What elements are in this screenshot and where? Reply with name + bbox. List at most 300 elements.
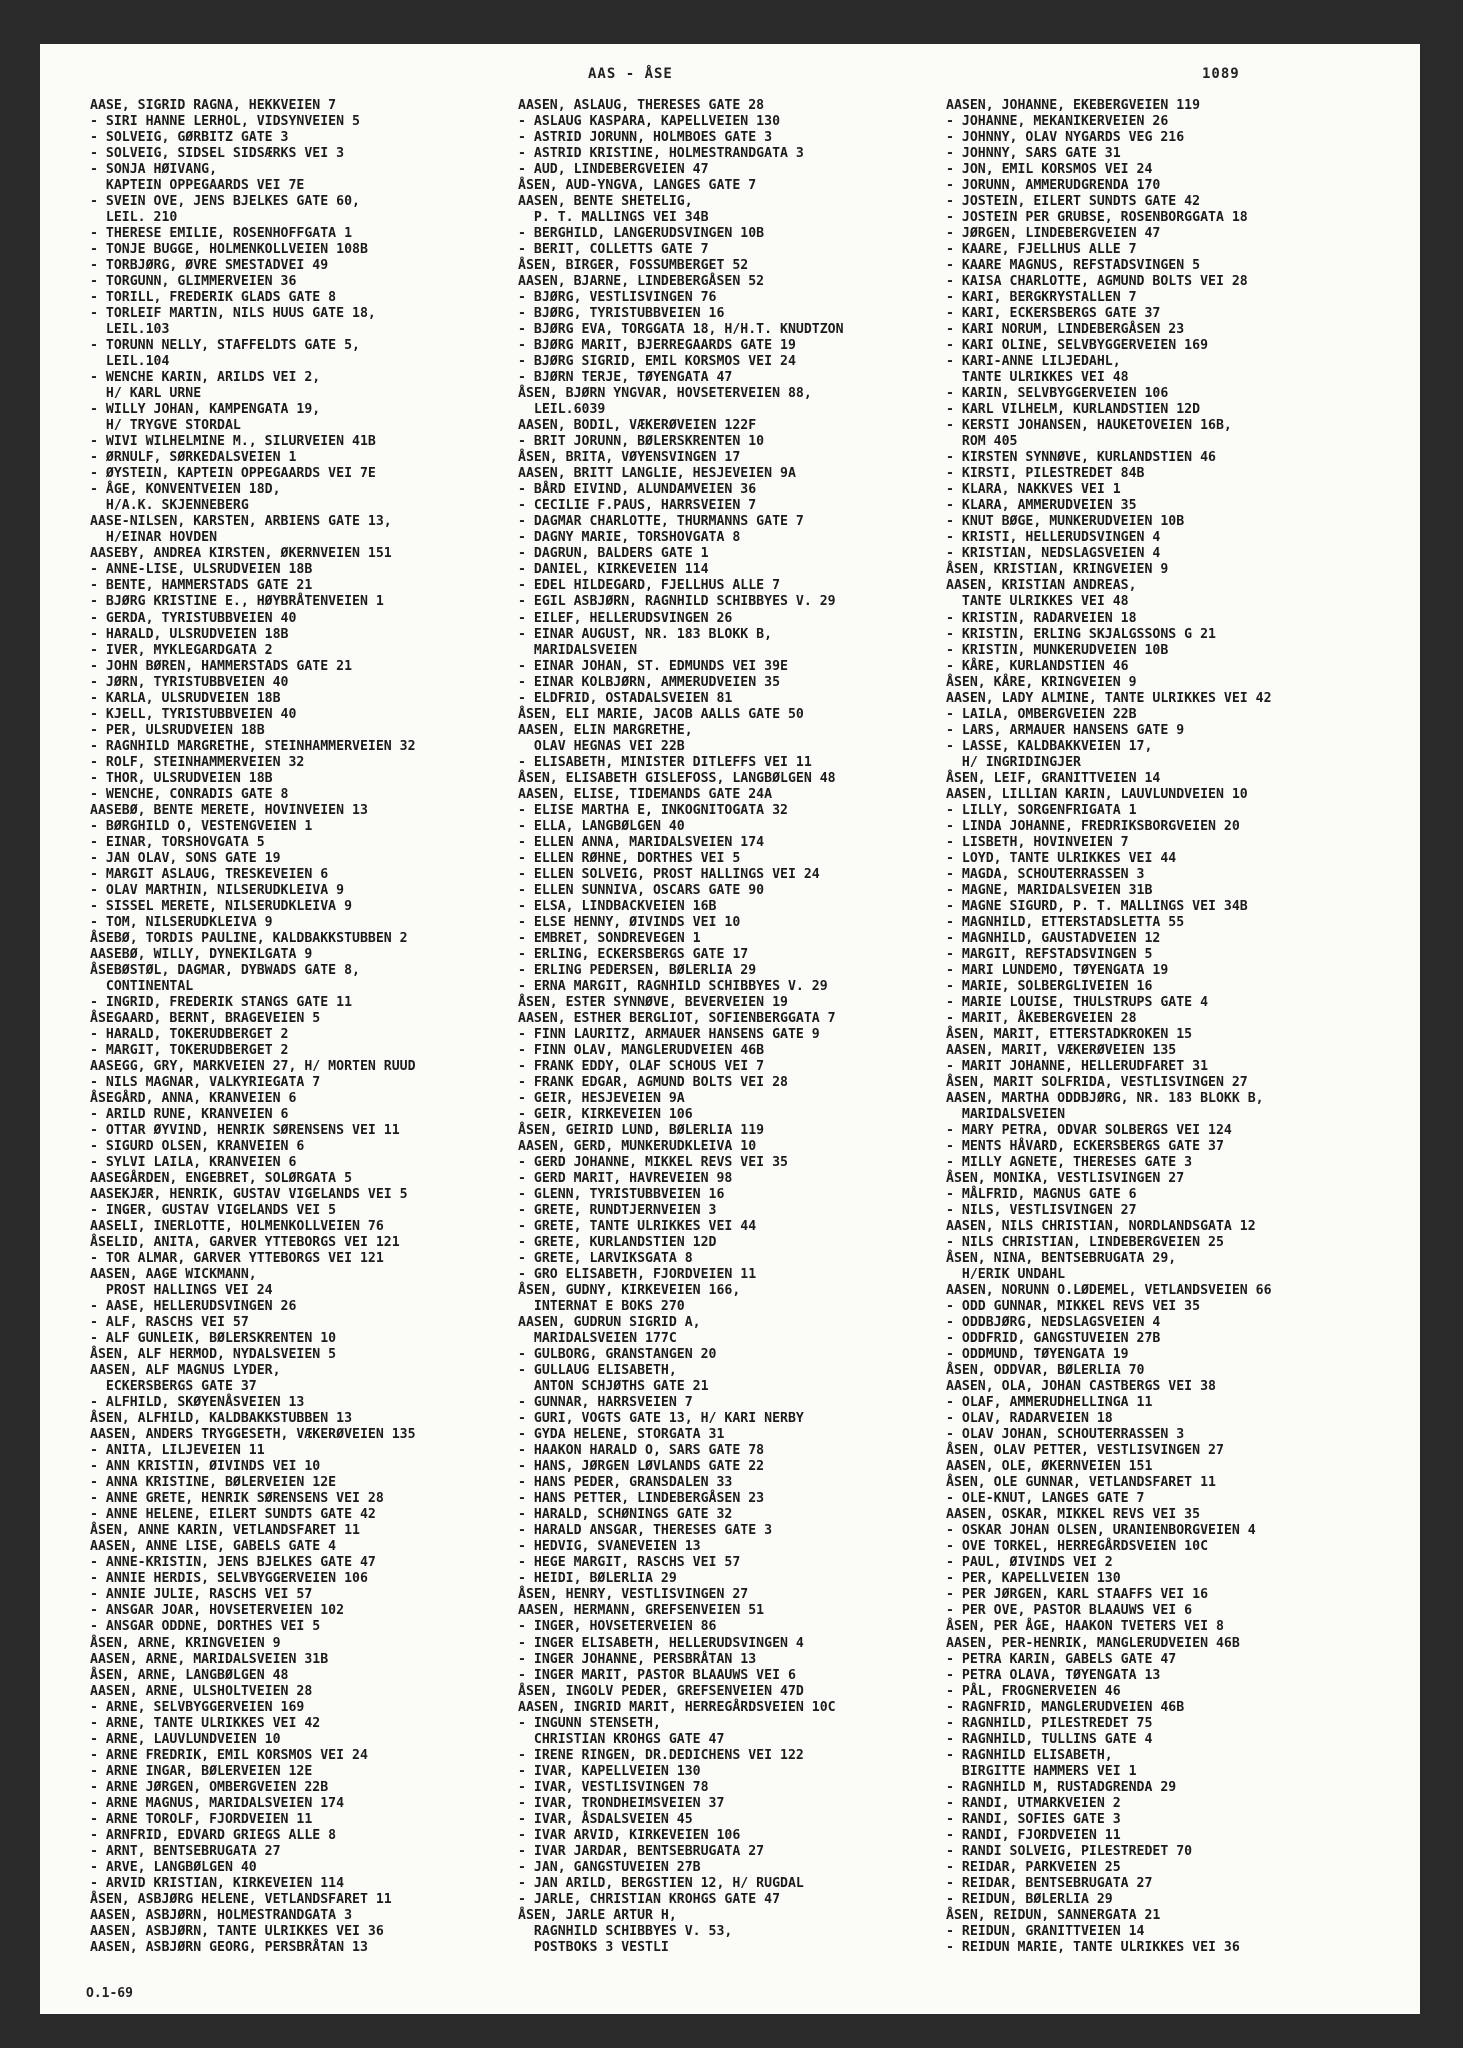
directory-entry-line: - IVER, MYKLEGARDGATA 2 xyxy=(90,642,273,658)
directory-entry-line: - ELLEN SOLVEIG, PROST HALLINGS VEI 24 xyxy=(518,866,820,882)
directory-entry-line: MARIDALSVEIEN xyxy=(518,642,638,658)
directory-entry-line: - ARVE, LANGBØLGEN 40 xyxy=(90,1859,257,1875)
directory-entry-line: - IRENE RINGEN, DR.DEDICHENS VEI 122 xyxy=(518,1747,804,1763)
column-right xyxy=(946,98,1406,1956)
directory-entry-line: - ASLAUG KASPARA, KAPELLVEIEN 130 xyxy=(518,114,781,130)
directory-entry-line: - DANIEL, KIRKEVEIEN 114 xyxy=(518,562,709,578)
directory-entry-line: - HEIDI, BØLERLIA 29 xyxy=(518,1571,677,1587)
page-number: 1089 xyxy=(1202,66,1240,82)
directory-entry-line: - AUD, LINDEBERGVEIEN 47 xyxy=(518,162,709,178)
directory-entry-line: ÅSEN, MONIKA, VESTLISVINGEN 27 xyxy=(946,1171,1185,1187)
directory-entry-line: AASEN, INGRID MARIT, HERREGÅRDSVEIEN 10C xyxy=(518,1699,836,1715)
directory-entry-line: AASE, SIGRID RAGNA, HEKKVEIEN 7 xyxy=(90,98,337,113)
directory-entry-line: - THOR, ULSRUDVEIEN 18B xyxy=(90,770,273,786)
directory-entry-line: INTERNAT E BOKS 270 xyxy=(518,1299,685,1315)
directory-entry-line: - MÅLFRID, MAGNUS GATE 6 xyxy=(946,1187,1137,1203)
directory-entry-line: - REIDAR, BENTSEBRUGATA 27 xyxy=(946,1875,1153,1891)
directory-entry-line: - ANSGAR ODDNE, DORTHES VEI 5 xyxy=(90,1619,321,1635)
directory-entry-line: - ODDMUND, TØYENGATA 19 xyxy=(946,1347,1129,1363)
directory-entry-line: AASEN, ANNE LISE, GABELS GATE 4 xyxy=(90,1539,337,1555)
directory-entry-line: - ARNFRID, EDVARD GRIEGS ALLE 8 xyxy=(90,1827,337,1843)
directory-entry-line: ÅSELID, ANITA, GARVER YTTEBORGS VEI 121 xyxy=(90,1235,400,1251)
directory-entry-line: AASEBØ, WILLY, DYNEKILGATA 9 xyxy=(90,946,313,962)
directory-entry-line: RAGNHILD SCHIBBYES V. 53, xyxy=(518,1923,733,1939)
directory-entry-line: P. T. MALLINGS VEI 34B xyxy=(518,210,709,226)
directory-entry-line: - KAARE MAGNUS, REFSTADSVINGEN 5 xyxy=(946,258,1201,274)
directory-entry-line: - KJELL, TYRISTUBBVEIEN 40 xyxy=(90,706,297,722)
directory-entry-line: AASEN, ASBJØRN GEORG, PERSBRÅTAN 13 xyxy=(90,1939,368,1955)
directory-entry-line: ÅSEN, BRITA, VØYENSVINGEN 17 xyxy=(518,450,741,466)
directory-entry-line: - EMBRET, SONDREVEGEN 1 xyxy=(518,930,701,946)
directory-entry-line: - TORLEIF MARTIN, NILS HUUS GATE 18, xyxy=(90,306,376,322)
directory-entry-line: - ØYSTEIN, KAPTEIN OPPEGAARDS VEI 7E xyxy=(90,466,376,482)
directory-entry-line: ÅSEN, MARIT SOLFRIDA, VESTLISVINGEN 27 xyxy=(946,1074,1248,1090)
directory-entry-line: - FINN OLAV, MANGLERUDVEIEN 46B xyxy=(518,1042,765,1058)
directory-entry-line: - RAGNHILD ELISABETH, xyxy=(946,1747,1113,1763)
directory-entry-line: - HAAKON HARALD O, SARS GATE 78 xyxy=(518,1443,765,1459)
directory-entry-line: - ELLA, LANGBØLGEN 40 xyxy=(518,818,685,834)
directory-entry-line: - JOSTEIN, EILERT SUNDTS GATE 42 xyxy=(946,194,1201,210)
directory-entry-line: - ERNA MARGIT, RAGNHILD SCHIBBYES V. 29 xyxy=(518,978,828,994)
directory-entry-line: - PER, KAPELLVEIEN 130 xyxy=(946,1571,1121,1587)
directory-entry-line: - IVAR, TRONDHEIMSVEIEN 37 xyxy=(518,1795,725,1811)
directory-entry-line: - RANDI, FJORDVEIEN 11 xyxy=(946,1827,1121,1843)
directory-entry-line: - LAILA, OMBERGVEIEN 22B xyxy=(946,706,1137,722)
directory-entry-line: - ALF, RASCHS VEI 57 xyxy=(90,1315,249,1331)
directory-entry-line: AASEN, HERMANN, GREFSENVEIEN 51 xyxy=(518,1603,765,1619)
directory-entry-line: - EINAR KOLBJØRN, AMMERUDVEIEN 35 xyxy=(518,674,781,690)
directory-entry-line: - JØRGEN, LINDEBERGVEIEN 47 xyxy=(946,226,1161,242)
directory-entry-line: - BJØRG KRISTINE E., HØYBRÅTENVEIEN 1 xyxy=(90,594,384,610)
directory-entry-line: H/A.K. SKJENNEBERG xyxy=(90,498,249,514)
directory-entry-line: - KRISTI, HELLERUDSVINGEN 4 xyxy=(946,530,1161,546)
directory-entry-line: LEIL.103 xyxy=(90,322,170,338)
directory-entry-line: - MAGNHILD, ETTERSTADSLETTA 55 xyxy=(946,914,1185,930)
directory-entry-line: - INGER MARIT, PASTOR BLAAUWS VEI 6 xyxy=(518,1667,796,1683)
directory-entry-line: - OLAV MARTHIN, NILSERUDKLEIVA 9 xyxy=(90,882,345,898)
footer-code: O.1-69 xyxy=(86,1986,133,2001)
directory-entry-line: - PAUL, ØIVINDS VEI 2 xyxy=(946,1555,1113,1571)
directory-entry-line: ÅSEN, ELI MARIE, JACOB AALLS GATE 50 xyxy=(518,706,804,722)
directory-entry-line: - SIGURD OLSEN, KRANVEIEN 6 xyxy=(90,1139,305,1155)
directory-entry-line: - INGER, HOVSETERVEIEN 86 xyxy=(518,1619,717,1635)
directory-entry-line: - WENCHE, CONRADIS GATE 8 xyxy=(90,786,289,802)
directory-entry-line: - KARL VILHELM, KURLANDSTIEN 12D xyxy=(946,402,1201,418)
directory-entry-line: AASEN, ASBJØRN, TANTE ULRIKKES VEI 36 xyxy=(90,1923,384,1939)
directory-entry-line: - INGUNN STENSETH, xyxy=(518,1715,661,1731)
directory-entry-line: ÅSEN, REIDUN, SANNERGATA 21 xyxy=(946,1907,1161,1923)
directory-entry-line: - ARNE, LAUVLUNDVEIEN 10 xyxy=(90,1731,281,1747)
directory-entry-line: - ALF GUNLEIK, BØLERSKRENTEN 10 xyxy=(90,1331,337,1347)
directory-entry-line: - REIDUN MARIE, TANTE ULRIKKES VEI 36 xyxy=(946,1939,1240,1955)
directory-entry-line: AASEN, BODIL, VÆKERØVEIEN 122F xyxy=(518,418,757,434)
directory-entry-line: ÅSEN, BIRGER, FOSSUMBERGET 52 xyxy=(518,258,749,274)
directory-entry-line: ÅSEN, GUDNY, KIRKEVEIEN 166, xyxy=(518,1283,741,1299)
directory-entry-line: - TOM, NILSERUDKLEIVA 9 xyxy=(90,914,273,930)
directory-entry-line: - JAN ARILD, BERGSTIEN 12, H/ RUGDAL xyxy=(518,1875,804,1891)
directory-entry-line: - PER, ULSRUDVEIEN 18B xyxy=(90,722,265,738)
directory-entry-line: - KNUT BØGE, MUNKERUDVEIEN 10B xyxy=(946,514,1185,530)
directory-entry-line: - SYLVI LAILA, KRANVEIEN 6 xyxy=(90,1155,297,1171)
directory-entry-line: - GEIR, HESJEVEIEN 9A xyxy=(518,1090,685,1106)
directory-entry-line: - MARI LUNDEMO, TØYENGATA 19 xyxy=(946,962,1169,978)
directory-entry-line: - HARALD, SCHØNINGS GATE 32 xyxy=(518,1507,733,1523)
directory-entry-line: ÅSEN, BJØRN YNGVAR, HOVSETERVEIEN 88, xyxy=(518,386,812,402)
directory-entry-line: - WENCHE KARIN, ARILDS VEI 2, xyxy=(90,370,321,386)
directory-entry-line: - MAGDA, SCHOUTERRASSEN 3 xyxy=(946,866,1145,882)
directory-entry-line: AASEN, GUDRUN SIGRID A, xyxy=(518,1315,701,1331)
directory-entry-line: - PER OVE, PASTOR BLAAUWS VEI 6 xyxy=(946,1603,1193,1619)
directory-entry-line: LEIL. 210 xyxy=(90,210,178,226)
directory-entry-line: - ROLF, STEINHAMMERVEIEN 32 xyxy=(90,754,305,770)
column-middle xyxy=(518,98,950,1956)
directory-entry-line: - JOHNNY, SARS GATE 31 xyxy=(946,146,1121,162)
directory-entry-line: KAPTEIN OPPEGAARDS VEI 7E xyxy=(90,178,305,194)
directory-entry-line: - ØRNULF, SØRKEDALSVEIEN 1 xyxy=(90,450,297,466)
directory-entry-line: - ANNIE HERDIS, SELVBYGGERVEIEN 106 xyxy=(90,1571,368,1587)
directory-entry-line: - JARLE, CHRISTIAN KROHGS GATE 47 xyxy=(518,1891,781,1907)
directory-entry-line: - RAGNHILD M, RUSTADGRENDA 29 xyxy=(946,1779,1177,1795)
directory-entry-line: - ARILD RUNE, KRANVEIEN 6 xyxy=(90,1106,289,1122)
directory-entry-line: - ARNE, TANTE ULRIKKES VEI 42 xyxy=(90,1715,321,1731)
directory-entry-line: - JOSTEIN PER GRUBSE, ROSENBORGGATA 18 xyxy=(946,210,1248,226)
directory-entry-line: - JAN OLAV, SONS GATE 19 xyxy=(90,850,281,866)
directory-entry-line: - ELLEN RØHNE, DORTHES VEI 5 xyxy=(518,850,741,866)
directory-entry-line: - ÅGE, KONVENTVEIEN 18D, xyxy=(90,482,281,498)
directory-entry-line: - MARGIT, REFSTADSVINGEN 5 xyxy=(946,946,1153,962)
directory-entry-line: - BJØRG MARIT, BJERREGAARDS GATE 19 xyxy=(518,338,796,354)
directory-entry-line: - OLAV, RADARVEIEN 18 xyxy=(946,1411,1113,1427)
directory-entry-line: H/EINAR HOVDEN xyxy=(90,530,218,546)
directory-entry-line: AASEN, KRISTIAN ANDREAS, xyxy=(946,578,1137,594)
directory-entry-line: - REIDUN, GRANITTVEIEN 14 xyxy=(946,1923,1145,1939)
directory-entry-line: - EINAR JOHAN, ST. EDMUNDS VEI 39E xyxy=(518,658,788,674)
directory-entry-line: - CECILIE F.PAUS, HARRSVEIEN 7 xyxy=(518,498,757,514)
directory-entry-line: - MENTS HÅVARD, ECKERSBERGS GATE 37 xyxy=(946,1139,1224,1155)
directory-entry-line: - EILEF, HELLERUDSVINGEN 26 xyxy=(518,610,733,626)
directory-entry-line: - IVAR ARVID, KIRKEVEIEN 106 xyxy=(518,1827,741,1843)
directory-entry-line: ÅSEN, HENRY, VESTLISVINGEN 27 xyxy=(518,1587,749,1603)
directory-entry-line: - JON, EMIL KORSMOS VEI 24 xyxy=(946,162,1153,178)
directory-entry-line: - KRISTIN, RADARVEIEN 18 xyxy=(946,610,1137,626)
directory-entry-line: AASEGÅRDEN, ENGEBRET, SOLØRGATA 5 xyxy=(90,1171,353,1187)
directory-entry-line: AASEN, BJARNE, LINDEBERGÅSEN 52 xyxy=(518,274,765,290)
directory-entry-line: - HANS, JØRGEN LØVLANDS GATE 22 xyxy=(518,1459,765,1475)
directory-entry-line: ECKERSBERGS GATE 37 xyxy=(90,1379,257,1395)
directory-entry-line: - GERDA, TYRISTUBBVEIEN 40 xyxy=(90,610,297,626)
directory-entry-line: ÅSEGÅRD, ANNA, KRANVEIEN 6 xyxy=(90,1090,297,1106)
directory-entry-line: ÅSEN, ESTER SYNNØVE, BEVERVEIEN 19 xyxy=(518,994,788,1010)
directory-entry-line: - KRISTIN, ERLING SKJALGSSONS G 21 xyxy=(946,626,1216,642)
directory-entry-line: - RAGNHILD, PILESTREDET 75 xyxy=(946,1715,1153,1731)
directory-entry-line: - JOHN BØREN, HAMMERSTADS GATE 21 xyxy=(90,658,353,674)
directory-entry-line: - KAISA CHARLOTTE, AGMUND BOLTS VEI 28 xyxy=(946,274,1248,290)
directory-entry-line: AASEN, NILS CHRISTIAN, NORDLANDSGATA 12 xyxy=(946,1219,1256,1235)
directory-entry-line: - LASSE, KALDBAKKVEIEN 17, xyxy=(946,738,1153,754)
directory-entry-line: - MAGNE, MARIDALSVEIEN 31B xyxy=(946,882,1153,898)
directory-entry-line: - MARIT JOHANNE, HELLERUDFARET 31 xyxy=(946,1058,1209,1074)
directory-entry-line: - MARIE LOUISE, THULSTRUPS GATE 4 xyxy=(946,994,1209,1010)
directory-entry-line: - ELSE HENNY, ØIVINDS VEI 10 xyxy=(518,914,741,930)
directory-entry-line: - REIDUN, BØLERLIA 29 xyxy=(946,1891,1113,1907)
directory-entry-line: - GEIR, KIRKEVEIEN 106 xyxy=(518,1106,693,1122)
directory-entry-line: - LILLY, SORGENFRIGATA 1 xyxy=(946,802,1137,818)
directory-entry-line: AASEN, ARNE, ULSHOLTVEIEN 28 xyxy=(90,1683,313,1699)
directory-entry-line: H/ TRYGVE STORDAL xyxy=(90,418,241,434)
directory-entry-line: - ELDFRID, OSTADALSVEIEN 81 xyxy=(518,690,733,706)
directory-entry-line: - BJØRG EVA, TORGGATA 18, H/H.T. KNUDTZON xyxy=(518,322,844,338)
directory-entry-line: - BJØRG, VESTLISVINGEN 76 xyxy=(518,290,717,306)
directory-entry-line: ÅSEN, ANNE KARIN, VETLANDSFARET 11 xyxy=(90,1523,360,1539)
directory-entry-line: TANTE ULRIKKES VEI 48 xyxy=(946,370,1129,386)
directory-entry-line: - NILS MAGNAR, VALKYRIEGATA 7 xyxy=(90,1074,321,1090)
directory-entry-line: ÅSEN, OLE GUNNAR, VETLANDSFARET 11 xyxy=(946,1475,1216,1491)
directory-entry-line: - TORUNN NELLY, STAFFELDTS GATE 5, xyxy=(90,338,360,354)
directory-entry-line: - IVAR, ÅSDALSVEIEN 45 xyxy=(518,1811,693,1827)
directory-entry-line: - RAGNHILD, TULLINS GATE 4 xyxy=(946,1731,1153,1747)
directory-entry-line: AASEN, ASBJØRN, HOLMESTRANDGATA 3 xyxy=(90,1907,353,1923)
directory-entry-line: - KERSTI JOHANSEN, HAUKETOVEIEN 16B, xyxy=(946,418,1232,434)
directory-entry-line: - PÅL, FROGNERVEIEN 46 xyxy=(946,1683,1121,1699)
directory-entry-line: - OLAV JOHAN, SCHOUTERRASSEN 3 xyxy=(946,1427,1185,1443)
directory-entry-line: - GERD JOHANNE, MIKKEL REVS VEI 35 xyxy=(518,1155,788,1171)
directory-entry-line: - KAARE, FJELLHUS ALLE 7 xyxy=(946,242,1137,258)
directory-entry-line: - TORBJØRG, ØVRE SMESTADVEI 49 xyxy=(90,258,329,274)
directory-entry-line: MARIDALSVEIEN 177C xyxy=(518,1331,677,1347)
directory-entry-line: ÅSEN, LEIF, GRANITTVEIEN 14 xyxy=(946,770,1161,786)
column-left xyxy=(90,98,522,1956)
directory-entry-line: - ANITA, LILJEVEIEN 11 xyxy=(90,1443,265,1459)
directory-entry-line: - NILS CHRISTIAN, LINDEBERGVEIEN 25 xyxy=(946,1235,1224,1251)
directory-entry-line: - RANDI SOLVEIG, PILESTREDET 70 xyxy=(946,1843,1193,1859)
directory-entry-line: - ALFHILD, SKØYENÅSVEIEN 13 xyxy=(90,1395,305,1411)
directory-entry-line: - ARNE, SELVBYGGERVEIEN 169 xyxy=(90,1699,305,1715)
directory-entry-line: - PETRA KARIN, GABELS GATE 47 xyxy=(946,1651,1177,1667)
directory-entry-line: ÅSEBØSTØL, DAGMAR, DYBWADS GATE 8, xyxy=(90,962,360,978)
directory-entry-line: ÅSEN, ARNE, LANGBØLGEN 48 xyxy=(90,1667,289,1683)
directory-entry-line: - DAGNY MARIE, TORSHOVGATA 8 xyxy=(518,530,741,546)
directory-entry-line: - TORILL, FREDERIK GLADS GATE 8 xyxy=(90,290,337,306)
directory-entry-line: - ASTRID KRISTINE, HOLMESTRANDGATA 3 xyxy=(518,146,804,162)
directory-entry-line: - GERD MARIT, HAVREVEIEN 98 xyxy=(518,1171,733,1187)
directory-entry-line: - BERIT, COLLETTS GATE 7 xyxy=(518,242,709,258)
directory-entry-line: - SISSEL MERETE, NILSERUDKLEIVA 9 xyxy=(90,898,353,914)
directory-entry-line: - KARI-ANNE LILJEDAHL, xyxy=(946,354,1121,370)
directory-entry-line: - DAGMAR CHARLOTTE, THURMANNS GATE 7 xyxy=(518,514,804,530)
directory-entry-line: - ARNE FREDRIK, EMIL KORSMOS VEI 24 xyxy=(90,1747,368,1763)
directory-entry-line: - OTTAR ØYVIND, HENRIK SØRENSENS VEI 11 xyxy=(90,1123,400,1138)
directory-entry-line: - RANDI, SOFIES GATE 3 xyxy=(946,1811,1121,1827)
directory-entry-line: - ELLEN SUNNIVA, OSCARS GATE 90 xyxy=(518,882,765,898)
directory-entry-line: AASEN, OLA, JOHAN CASTBERGS VEI 38 xyxy=(946,1379,1216,1395)
directory-entry-line: ÅSEN, ALF HERMOD, NYDALSVEIEN 5 xyxy=(90,1347,337,1363)
directory-entry-line: LEIL.104 xyxy=(90,354,170,370)
directory-entry-line: - ANNE-KRISTIN, JENS BJELKES GATE 47 xyxy=(90,1555,376,1571)
directory-entry-line: - EDEL HILDEGARD, FJELLHUS ALLE 7 xyxy=(518,578,781,594)
directory-entry-line: - ELISE MARTHA E, INKOGNITOGATA 32 xyxy=(518,802,788,818)
directory-entry-line: - JOHANNE, MEKANIKERVEIEN 26 xyxy=(946,114,1169,130)
directory-entry-line: - TOR ALMAR, GARVER YTTEBORGS VEI 121 xyxy=(90,1251,384,1267)
directory-entry-line: - ERLING PEDERSEN, BØLERLIA 29 xyxy=(518,962,757,978)
directory-entry-line: ANTON SCHJØTHS GATE 21 xyxy=(518,1379,709,1395)
directory-entry-line: - FRANK EDDY, OLAF SCHOUS VEI 7 xyxy=(518,1058,765,1074)
directory-entry-line: AASEN, JOHANNE, EKEBERGVEIEN 119 xyxy=(946,98,1201,113)
directory-entry-line: - OVE TORKEL, HERREGÅRDSVEIEN 10C xyxy=(946,1539,1209,1555)
directory-entry-line: CONTINENTAL xyxy=(90,978,194,994)
directory-entry-line: AASEKJÆR, HENRIK, GUSTAV VIGELANDS VEI 5 xyxy=(90,1187,408,1203)
directory-entry-line: - BENTE, HAMMERSTADS GATE 21 xyxy=(90,578,313,594)
directory-entry-line: - ANN KRISTIN, ØIVINDS VEI 10 xyxy=(90,1459,321,1475)
directory-entry-line: - ELISABETH, MINISTER DITLEFFS VEI 11 xyxy=(518,754,812,770)
directory-entry-line: - HEDVIG, SVANEVEIEN 13 xyxy=(518,1539,701,1555)
directory-entry-line: - KIRSTEN SYNNØVE, KURLANDSTIEN 46 xyxy=(946,450,1216,466)
directory-entry-line: - MARGIT, TOKERUDBERGET 2 xyxy=(90,1042,289,1058)
directory-entry-line: - IVAR, VESTLISVINGEN 78 xyxy=(518,1779,709,1795)
directory-entry-line: - GRETE, TANTE ULRIKKES VEI 44 xyxy=(518,1219,757,1235)
directory-entry-line: - NILS, VESTLISVINGEN 27 xyxy=(946,1203,1137,1219)
directory-entry-line: ÅSEN, NINA, BENTSEBRUGATA 29, xyxy=(946,1251,1177,1267)
directory-entry-line: - GRETE, KURLANDSTIEN 12D xyxy=(518,1235,717,1251)
directory-entry-line: - GYDA HELENE, STORGATA 31 xyxy=(518,1427,725,1443)
directory-entry-line: AASEN, ESTHER BERGLIOT, SOFIENBERGGATA 7 xyxy=(518,1010,836,1026)
directory-entry-line: ÅSEN, ALFHILD, KALDBAKKSTUBBEN 13 xyxy=(90,1411,353,1427)
directory-entry-line: - HANS PETTER, LINDEBERGÅSEN 23 xyxy=(518,1491,765,1507)
directory-entry-line: ÅSEN, GEIRID LUND, BØLERLIA 119 xyxy=(518,1123,765,1138)
directory-entry-line: - LARS, ARMAUER HANSENS GATE 9 xyxy=(946,722,1185,738)
directory-entry-line: - HANS PEDER, GRANSDALEN 33 xyxy=(518,1475,733,1491)
directory-entry-line: OLAV HEGNAS VEI 22B xyxy=(518,738,685,754)
directory-entry-line: - EGIL ASBJØRN, RAGNHILD SCHIBBYES V. 29 xyxy=(518,594,836,610)
directory-entry-line: PROST HALLINGS VEI 24 xyxy=(90,1283,273,1299)
directory-entry-line: - PETRA OLAVA, TØYENGATA 13 xyxy=(946,1667,1161,1683)
directory-entry-line: - OSKAR JOHAN OLSEN, URANIENBORGVEIEN 4 xyxy=(946,1523,1256,1539)
directory-entry-line: - ASTRID JORUNN, HOLMBOES GATE 3 xyxy=(518,130,773,146)
directory-entry-line: - HARALD, ULSRUDVEIEN 18B xyxy=(90,626,289,642)
directory-entry-line: BIRGITTE HAMMERS VEI 1 xyxy=(946,1763,1137,1779)
directory-entry-line: - INGER, GUSTAV VIGELANDS VEI 5 xyxy=(90,1203,337,1219)
directory-entry-line: - GRETE, RUNDTJERNVEIEN 3 xyxy=(518,1203,717,1219)
directory-entry-line: - IVAR, KAPELLVEIEN 130 xyxy=(518,1763,701,1779)
directory-entry-line: H/ KARL URNE xyxy=(90,386,202,402)
directory-entry-line: CHRISTIAN KROHGS GATE 47 xyxy=(518,1731,725,1747)
directory-entry-line: - RAGNHILD MARGRETHE, STEINHAMMERVEIEN 32 xyxy=(90,738,416,754)
directory-entry-line: AASEN, ASLAUG, THERESES GATE 28 xyxy=(518,98,765,113)
directory-entry-line: AASEN, AAGE WICKMANN, xyxy=(90,1267,257,1283)
directory-entry-line: ÅSEN, MARIT, ETTERSTADKROKEN 15 xyxy=(946,1026,1193,1042)
directory-entry-line: - BERGHILD, LANGERUDSVINGEN 10B xyxy=(518,226,765,242)
directory-entry-line: - HARALD ANSGAR, THERESES GATE 3 xyxy=(518,1523,773,1539)
directory-entry-line: LEIL.6039 xyxy=(518,402,606,418)
directory-entry-line: - MILLY AGNETE, THERESES GATE 3 xyxy=(946,1155,1193,1171)
directory-entry-line: - KRISTIAN, NEDSLAGSVEIEN 4 xyxy=(946,546,1161,562)
directory-entry-line: - ARNE INGAR, BØLERVEIEN 12E xyxy=(90,1763,313,1779)
directory-entry-line: - INGRID, FREDERIK STANGS GATE 11 xyxy=(90,994,353,1010)
directory-entry-line: - ANNE HELENE, EILERT SUNDTS GATE 42 xyxy=(90,1507,376,1523)
directory-entry-line: - KLARA, NAKKVES VEI 1 xyxy=(946,482,1121,498)
directory-entry-line: - BJØRG, TYRISTUBBVEIEN 16 xyxy=(518,306,725,322)
directory-entry-line: - EINAR, TORSHOVGATA 5 xyxy=(90,834,265,850)
directory-entry-line: ÅSEN, INGOLV PEDER, GREFSENVEIEN 47D xyxy=(518,1683,804,1699)
directory-entry-line: - MARGIT ASLAUG, TRESKEVEIEN 6 xyxy=(90,866,329,882)
directory-entry-line: - BJØRG SIGRID, EMIL KORSMOS VEI 24 xyxy=(518,354,796,370)
directory-entry-line: - INGER JOHANNE, PERSBRÅTAN 13 xyxy=(518,1651,757,1667)
directory-entry-line: - KARI, BERGKRYSTALLEN 7 xyxy=(946,290,1137,306)
directory-entry-line: AASEN, MARIT, VÆKERØVEIEN 135 xyxy=(946,1042,1177,1058)
directory-entry-line: AASEN, PER-HENRIK, MANGLERUDVEIEN 46B xyxy=(946,1635,1240,1651)
directory-entry-line: - BØRGHILD O, VESTENGVEIEN 1 xyxy=(90,818,313,834)
directory-entry-line: - GUNNAR, HARRSVEIEN 7 xyxy=(518,1395,693,1411)
directory-entry-line: - KARIN, SELVBYGGERVEIEN 106 xyxy=(946,386,1169,402)
directory-entry-line: - HEGE MARGIT, RASCHS VEI 57 xyxy=(518,1555,741,1571)
directory-entry-line: ÅSEN, JARLE ARTUR H, xyxy=(518,1907,677,1923)
directory-entry-line: - ARNE JØRGEN, OMBERGVEIEN 22B xyxy=(90,1779,329,1795)
directory-entry-line: - KÅRE, KURLANDSTIEN 46 xyxy=(946,658,1129,674)
directory-entry-line: - RANDI, UTMARKVEIEN 2 xyxy=(946,1795,1121,1811)
directory-entry-line: - ARVID KRISTIAN, KIRKEVEIEN 114 xyxy=(90,1875,345,1891)
directory-entry-line: H/ INGRIDINGJER xyxy=(946,754,1081,770)
directory-entry-line: ÅSEN, PER ÅGE, HAAKON TVETERS VEI 8 xyxy=(946,1619,1224,1635)
directory-entry-line: - BRIT JORUNN, BØLERSKRENTEN 10 xyxy=(518,434,765,450)
directory-entry-line: - ARNE MAGNUS, MARIDALSVEIEN 174 xyxy=(90,1795,345,1811)
directory-entry-line: - JØRN, TYRISTUBBVEIEN 40 xyxy=(90,674,289,690)
directory-entry-line: - KARLA, ULSRUDVEIEN 18B xyxy=(90,690,281,706)
directory-entry-line: ÅSEN, KRISTIAN, KRINGVEIEN 9 xyxy=(946,562,1169,578)
directory-entry-line: AASEN, BRITT LANGLIE, HESJEVEIEN 9A xyxy=(518,466,796,482)
directory-entry-line: - PER JØRGEN, KARL STAAFFS VEI 16 xyxy=(946,1587,1209,1603)
directory-entry-line: AASEN, NORUNN O.LØDEMEL, VETLANDSVEIEN 66 xyxy=(946,1283,1272,1299)
directory-entry-line: - GULLAUG ELISABETH, xyxy=(518,1363,677,1379)
directory-entry-line: - WIVI WILHELMINE M., SILURVEIEN 41B xyxy=(90,434,376,450)
directory-entry-line: AASEN, ARNE, MARIDALSVEIEN 31B xyxy=(90,1651,329,1667)
directory-entry-line: - ANNIE JULIE, RASCHS VEI 57 xyxy=(90,1587,313,1603)
directory-entry-line: - RAGNFRID, MANGLERUDVEIEN 46B xyxy=(946,1699,1185,1715)
directory-entry-line: - AASE, HELLERUDSVINGEN 26 xyxy=(90,1299,297,1315)
directory-entry-line: - ERLING, ECKERSBERGS GATE 17 xyxy=(518,946,749,962)
directory-entry-line: AASEN, ALF MAGNUS LYDER, xyxy=(90,1363,281,1379)
directory-entry-line: - MAGNHILD, GAUSTADVEIEN 12 xyxy=(946,930,1161,946)
directory-entry-line: AASEBY, ANDREA KIRSTEN, ØKERNVEIEN 151 xyxy=(90,546,392,562)
directory-entry-line: - ODDFRID, GANGSTUVEIEN 27B xyxy=(946,1331,1161,1347)
directory-entry-line: - GLENN, TYRISTUBBVEIEN 16 xyxy=(518,1187,725,1203)
directory-entry-line: - GRO ELISABETH, FJORDVEIEN 11 xyxy=(518,1267,757,1283)
directory-entry-line: AASEN, MARTHA ODDBJØRG, NR. 183 BLOKK B, xyxy=(946,1090,1264,1106)
page-header-title: AAS - ÅSE xyxy=(588,66,673,82)
directory-page xyxy=(40,44,1420,2014)
directory-entry-line: - JAN, GANGSTUVEIEN 27B xyxy=(518,1859,701,1875)
directory-entry-line: MARIDALSVEIEN xyxy=(946,1106,1066,1122)
directory-entry-line: AASEGG, GRY, MARKVEIEN 27, H/ MORTEN RUUD xyxy=(90,1058,416,1074)
directory-entry-line: - LISBETH, HOVINVEIEN 7 xyxy=(946,834,1129,850)
directory-entry-line: - ELLEN ANNA, MARIDALSVEIEN 174 xyxy=(518,834,765,850)
directory-entry-line: - SONJA HØIVANG, xyxy=(90,162,218,178)
directory-entry-line: - ANNE GRETE, HENRIK SØRENSENS VEI 28 xyxy=(90,1491,384,1507)
directory-entry-line: - MARY PETRA, ODVAR SOLBERGS VEI 124 xyxy=(946,1123,1232,1138)
directory-entry-line: ÅSEGAARD, BERNT, BRAGEVEIEN 5 xyxy=(90,1010,321,1026)
directory-entry-line: - ODDBJØRG, NEDSLAGSVEIEN 4 xyxy=(946,1315,1161,1331)
directory-entry-line: AASEN, ELISE, TIDEMANDS GATE 24A xyxy=(518,786,773,802)
directory-entry-line: ÅSEN, ARNE, KRINGVEIEN 9 xyxy=(90,1635,281,1651)
directory-entry-line: AASEN, ELIN MARGRETHE, xyxy=(518,722,693,738)
directory-entry-line: AASEN, ANDERS TRYGGESETH, VÆKERØVEIEN 135 xyxy=(90,1427,416,1443)
directory-entry-line: ÅSEBØ, TORDIS PAULINE, KALDBAKKSTUBBEN 2 xyxy=(90,930,408,946)
directory-entry-line: - THERESE EMILIE, ROSENHOFFGATA 1 xyxy=(90,226,353,242)
directory-entry-line: - ANNA KRISTINE, BØLERVEIEN 12E xyxy=(90,1475,337,1491)
directory-entry-line: H/ERIK UNDAHL xyxy=(946,1267,1066,1283)
directory-entry-line: - ODD GUNNAR, MIKKEL REVS VEI 35 xyxy=(946,1299,1201,1315)
directory-entry-line: - ELSA, LINDBACKVEIEN 16B xyxy=(518,898,717,914)
directory-entry-line: AASEN, BENTE SHETELIG, xyxy=(518,194,693,210)
directory-entry-line: - SVEIN OVE, JENS BJELKES GATE 60, xyxy=(90,194,360,210)
